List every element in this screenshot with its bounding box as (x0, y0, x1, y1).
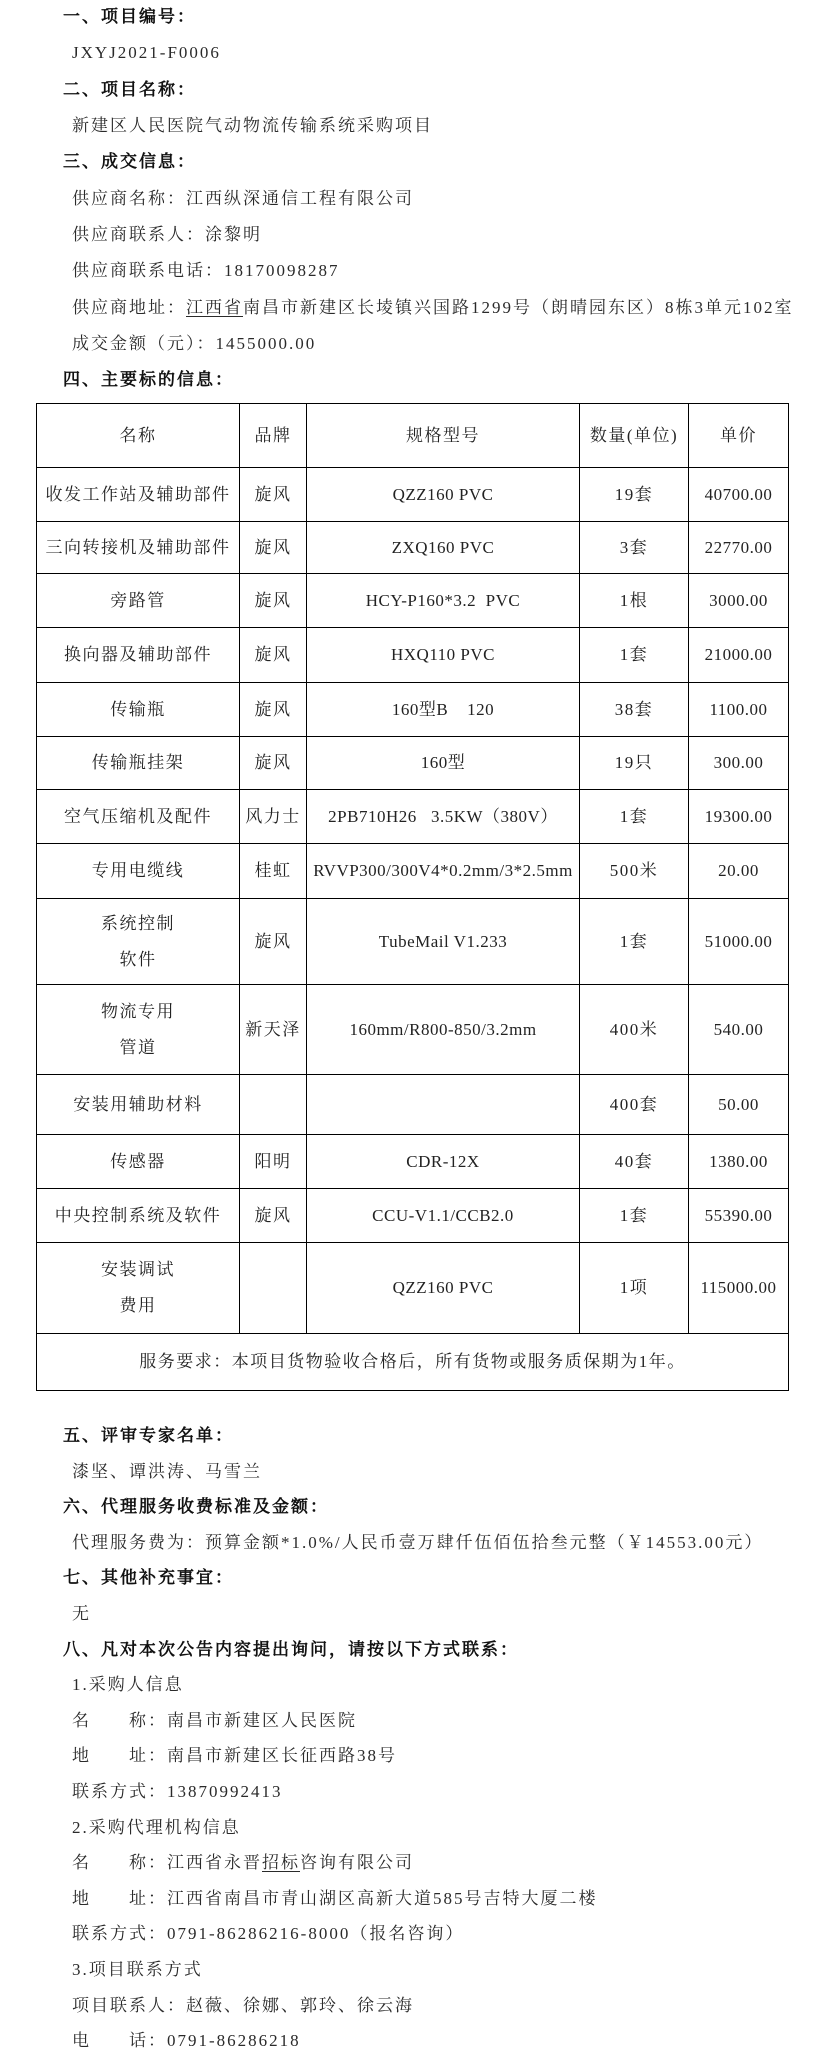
unit-price-cell: 51000.00 (689, 899, 789, 985)
agency-name-marked-part: 招标 (262, 1853, 300, 1873)
table-row (37, 985, 789, 1075)
quantity-cell: 19只 (580, 737, 689, 790)
unit-price-cell: 1100.00 (689, 683, 789, 737)
project-number: JXYJ2021-F0006 (72, 43, 221, 63)
supplier-phone-row (0, 257, 822, 293)
item-name-cell: 物流专用 管道 (37, 985, 240, 1075)
agency-name-label: 名 称： (72, 1853, 167, 1873)
purchaser-phone-label: 联系方式： (72, 1781, 167, 1801)
table-row (37, 790, 789, 844)
brand-cell (240, 1075, 307, 1135)
purchaser-address: 南昌市新建区长征西路38号 (167, 1746, 397, 1766)
main-items-heading: 四、主要标的信息： (63, 370, 234, 390)
table-row (37, 1135, 789, 1189)
announcement-top-block (0, 3, 822, 403)
item-name-cell: 传感器 (37, 1135, 240, 1189)
agency-fee-label: 代理服务费为： (72, 1532, 205, 1552)
agency-fee-row (0, 1529, 822, 1565)
spec-cell: QZZ160 PVC (307, 468, 580, 522)
item-name-cell: 收发工作站及辅助部件 (37, 468, 240, 522)
item-name-cell: 传输瓶 (37, 683, 240, 737)
supplier-phone: 18170098287 (224, 261, 340, 281)
agency-phone: 0791-86286216-8000（报名咨询） (167, 1924, 465, 1944)
quantity-cell: 1套 (580, 1189, 689, 1243)
project-contact-title: 3.项目联系方式 (72, 1959, 203, 1979)
spec-cell: TubeMail V1.233 (307, 899, 580, 985)
spec-cell: HXQ110 PVC (307, 628, 580, 683)
purchaser-address-row (0, 1742, 822, 1778)
agency-name-part: 咨询有限公司 (300, 1853, 414, 1873)
unit-price-cell: 1380.00 (689, 1135, 789, 1189)
supplier-address-row (0, 294, 822, 330)
quantity-cell: 3套 (580, 522, 689, 574)
item-name-cell: 旁路管 (37, 574, 240, 628)
purchaser-name-row (0, 1707, 822, 1743)
project-name: 新建区人民医院气动物流传输系统采购项目 (72, 115, 433, 135)
project-contact-people-row (0, 1992, 822, 2028)
project-name-heading: 二、项目名称： (63, 79, 196, 99)
deal-info-heading: 三、成交信息： (63, 152, 196, 172)
brand-cell: 旋风 (240, 468, 307, 522)
table-row (37, 1243, 789, 1334)
spec-cell: 160型 (307, 737, 580, 790)
brand-cell: 旋风 (240, 522, 307, 574)
deal-amount-row (0, 330, 822, 366)
supplier-name: 江西纵深通信工程有限公司 (186, 188, 414, 208)
spec-cell: 2PB710H26 3.5KW（380V） (307, 790, 580, 844)
unit-price-cell: 300.00 (689, 737, 789, 790)
project-contact-people: 赵薇、徐娜、郭玲、徐云海 (186, 1995, 414, 2015)
project-contact-people-label: 项目联系人： (72, 1995, 186, 2015)
agency-fee-value: 预算金额*1.0%/人民币壹万肆仟伍佰伍拾叁元整（￥14553.00元） (205, 1532, 764, 1552)
table-header-row (37, 404, 789, 468)
table-row (37, 1075, 789, 1135)
service-requirement: 服务要求：本项目货物验收合格后，所有货物或服务质保期为1年。 (37, 1334, 789, 1391)
other-matters-heading: 七、其他补充事宜： (63, 1568, 234, 1588)
item-name-cell: 传输瓶挂架 (37, 737, 240, 790)
column-header-quantity: 数量(单位) (580, 404, 689, 468)
supplier-contact-row (0, 221, 822, 257)
table-row (37, 522, 789, 574)
announcement-bottom-block (0, 1422, 822, 2055)
agency-address-label: 地 址： (72, 1888, 167, 1908)
unit-price-cell: 3000.00 (689, 574, 789, 628)
table-row (37, 899, 789, 985)
quantity-cell: 1套 (580, 628, 689, 683)
project-contact-phone-label: 电 话： (72, 2031, 167, 2051)
spec-cell: ZXQ160 PVC (307, 522, 580, 574)
column-header-brand: 品牌 (240, 404, 307, 468)
supplier-name-label: 供应商名称： (72, 188, 186, 208)
main-items-table (36, 403, 789, 1391)
quantity-cell: 38套 (580, 683, 689, 737)
unit-price-cell: 20.00 (689, 844, 789, 899)
project-contact-phone: 0791-86286218 (167, 2031, 301, 2051)
agency-fee-heading: 六、代理服务收费标准及金额： (63, 1497, 329, 1517)
unit-price-cell: 540.00 (689, 985, 789, 1075)
table-row (37, 844, 789, 899)
supplier-contact: 涂黎明 (205, 224, 262, 244)
column-header-name: 名称 (37, 404, 240, 468)
experts-heading: 五、评审专家名单： (63, 1426, 234, 1445)
unit-price-cell: 21000.00 (689, 628, 789, 683)
unit-price-cell: 40700.00 (689, 468, 789, 522)
agency-address: 江西省南昌市青山湖区高新大道585号吉特大厦二楼 (167, 1888, 598, 1908)
quantity-cell: 1套 (580, 899, 689, 985)
table-row (37, 628, 789, 683)
item-name-cell: 系统控制 软件 (37, 899, 240, 985)
quantity-cell: 40套 (580, 1135, 689, 1189)
other-matters-value: 无 (72, 1603, 91, 1623)
agency-phone-label: 联系方式： (72, 1924, 167, 1944)
item-name-cell: 安装调试 费用 (37, 1243, 240, 1334)
table-row (37, 1189, 789, 1243)
supplier-address-label: 供应商地址： (72, 297, 186, 317)
project-contact-phone-row (0, 2027, 822, 2055)
purchaser-phone: 13870992413 (167, 1781, 283, 1801)
table-row (37, 737, 789, 790)
agency-title: 2.采购代理机构信息 (72, 1817, 241, 1837)
supplier-name-row (0, 185, 822, 221)
agency-address-row (0, 1885, 822, 1921)
quantity-cell: 19套 (580, 468, 689, 522)
spec-cell: CCU-V1.1/CCB2.0 (307, 1189, 580, 1243)
brand-cell: 旋风 (240, 899, 307, 985)
quantity-cell: 500米 (580, 844, 689, 899)
brand-cell: 旋风 (240, 683, 307, 737)
brand-cell: 新天泽 (240, 985, 307, 1075)
purchaser-phone-row (0, 1778, 822, 1814)
purchaser-title: 1.采购人信息 (72, 1675, 184, 1695)
quantity-cell: 1项 (580, 1243, 689, 1334)
service-requirement-row (37, 1334, 789, 1391)
spec-cell: 160型B 120 (307, 683, 580, 737)
agency-phone-row (0, 1920, 822, 1956)
item-name-cell: 安装用辅助材料 (37, 1075, 240, 1135)
agency-name-part: 江西省永晋 (167, 1853, 262, 1873)
item-name-cell: 中央控制系统及软件 (37, 1189, 240, 1243)
item-name-cell: 三向转接机及辅助部件 (37, 522, 240, 574)
column-header-unit-price: 单价 (689, 404, 789, 468)
spec-cell: HCY-P160*3.2 PVC (307, 574, 580, 628)
table-row (37, 468, 789, 522)
contact-heading: 八、凡对本次公告内容提出询问，请按以下方式联系： (63, 1639, 519, 1659)
purchaser-name: 南昌市新建区人民医院 (167, 1710, 357, 1730)
supplier-address-rest: 南昌市新建区长堎镇兴国路1299号（朗晴园东区）8栋3单元102室 (243, 297, 794, 317)
brand-cell: 风力士 (240, 790, 307, 844)
deal-amount: 1455000.00 (215, 333, 317, 353)
table-row (37, 574, 789, 628)
unit-price-cell: 19300.00 (689, 790, 789, 844)
spec-cell: QZZ160 PVC (307, 1243, 580, 1334)
agency-name-row (0, 1849, 822, 1885)
item-name-cell: 专用电缆线 (37, 844, 240, 899)
unit-price-cell: 50.00 (689, 1075, 789, 1135)
deal-amount-label: 成交金额（元）： (72, 333, 216, 353)
spec-cell: 160mm/R800-850/3.2mm (307, 985, 580, 1075)
unit-price-cell: 55390.00 (689, 1189, 789, 1243)
quantity-cell: 400米 (580, 985, 689, 1075)
supplier-address-province: 江西省 (186, 297, 243, 317)
unit-price-cell: 22770.00 (689, 522, 789, 574)
supplier-phone-label: 供应商联系电话： (72, 261, 224, 281)
item-name-cell: 空气压缩机及配件 (37, 790, 240, 844)
spec-cell: CDR-12X (307, 1135, 580, 1189)
column-header-spec: 规格型号 (307, 404, 580, 468)
brand-cell: 旋风 (240, 574, 307, 628)
quantity-cell: 1套 (580, 790, 689, 844)
experts-list: 漆坚、谭洪涛、马雪兰 (72, 1461, 262, 1481)
table-row (37, 683, 789, 737)
brand-cell: 旋风 (240, 737, 307, 790)
brand-cell: 旋风 (240, 628, 307, 683)
brand-cell (240, 1243, 307, 1334)
spec-cell: RVVP300/300V4*0.2mm/3*2.5mm (307, 844, 580, 899)
quantity-cell: 1根 (580, 574, 689, 628)
supplier-contact-label: 供应商联系人： (72, 224, 205, 244)
brand-cell: 旋风 (240, 1189, 307, 1243)
brand-cell: 桂虹 (240, 844, 307, 899)
project-number-heading: 一、项目编号： (63, 7, 196, 26)
purchaser-address-label: 地 址： (72, 1746, 167, 1766)
brand-cell: 阳明 (240, 1135, 307, 1189)
purchaser-name-label: 名 称： (72, 1710, 167, 1730)
unit-price-cell: 115000.00 (689, 1243, 789, 1334)
quantity-cell: 400套 (580, 1075, 689, 1135)
spec-cell (307, 1075, 580, 1135)
item-name-cell: 换向器及辅助部件 (37, 628, 240, 683)
